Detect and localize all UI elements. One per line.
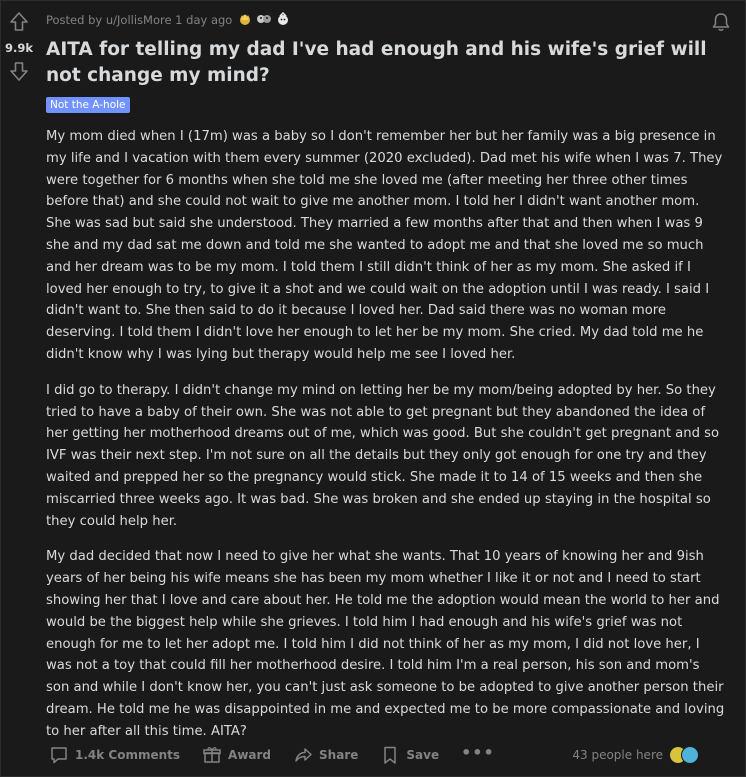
vote-count: 9.9k: [4, 41, 34, 55]
avatar: [681, 746, 699, 764]
downvote-arrow-icon[interactable]: [9, 60, 29, 82]
post-actions: [49, 741, 725, 769]
save-button[interactable]: [380, 745, 439, 765]
share-button[interactable]: [293, 745, 358, 765]
comments-button[interactable]: [49, 745, 180, 765]
body-paragraph: My dad decided that now I need to give her what she wants. That 10 years of knowing her and 9ish years of her being his wife means she has been my mom whether I like it or not and I need to start showing her that I love and care about her. He told me the adoption would mean the world to her and would be the biggest help while she grieves. I told him I had enough and his wife's grief was not enough for me to let her adopt me. I told him I did not think of her as my mom, I did not love her, I was not a toy that could fill her motherhood desire. I told him I'm a real person, his son and mom's son and while I don't know her, you can't just ask someone to be adopted to give another person their dream. He told me he was disappointed in me and expected me to be more compassionate and loving to her after all this time. AITA?: [46, 549, 725, 739]
body-paragraph: My mom died when I (17m) was a baby so I don't remember her but her family was a big presence in my life and I vacation with them every summer (2020 excluded). Dad met his wife when I was 7. They were together for 6 months when she told me she loved me (after meeting her three other times before that) and she could not wait to give me another mom. I told her I didn't want another mom. She was sad but said she understood. They married a few months after that and then when I was 9 she and my dad sat me down and told me she wanted to adopt me and that she loved me so much and her dream was to be my mom. I told them I still didn't think of her as my mom. She asked if I loved her enough to try, to give it a shot and we could wait on the adoption until I was ready. I said I didn't want to. She then said to do it because I loved her. Dad said there was no woman more deserving. I told them I didn't love her enough to let her be my mom. She cried. My dad told me he didn't know why I was lying but therapy would help me see I loved her.: [46, 129, 723, 362]
comments-label: 1.4k Comments: [75, 748, 181, 762]
awards[interactable]: [238, 12, 290, 29]
share-label: Share: [319, 748, 359, 762]
post-content: [46, 1, 725, 757]
comment-icon: [49, 745, 69, 765]
avatar-stack: [669, 746, 699, 764]
post-meta: [46, 1, 725, 39]
more-options-button[interactable]: [461, 743, 495, 762]
people-here[interactable]: [572, 746, 699, 764]
gold-award-icon: [238, 12, 252, 29]
people-here-label: 43 people here: [572, 748, 663, 762]
award-button[interactable]: [202, 745, 271, 765]
save-label: Save: [406, 748, 440, 762]
posted-by[interactable]: Posted by u/JollisMore 1 day ago: [46, 13, 233, 27]
body-paragraph: I did go to therapy. I didn't change my mind on letting her be my mom/being adopted by her. So they tried to have a baby of their own. She was not able to get pregnant but they abandoned the idea of her getting her motherhood dreams out of me, which was good. But she couldn't get pregnant and so IVF was their next step. I'm not sure on all the details but they only got enough for one try and they waited and prepped her so the pregnancy would stick. She made it to 14 of 15 weeks and then she miscarried three weeks ago. It was bad. She was broken and she ended up staying in the hospital so they could help her.: [46, 382, 720, 529]
bookmark-icon: [380, 745, 400, 765]
post-title[interactable]: AITA for telling my dad I've had enough and his wife's grief will not change my mind?: [46, 39, 707, 86]
gift-icon: [202, 745, 222, 765]
upvote-arrow-icon[interactable]: [9, 11, 29, 33]
vote-column: [1, 1, 37, 82]
share-icon: [293, 745, 313, 765]
post-body: [46, 126, 725, 743]
helpful-award-icon: [276, 12, 290, 29]
award-label: Award: [228, 748, 272, 762]
notification-bell-icon[interactable]: [711, 11, 731, 37]
more-dots-icon: •••: [461, 742, 495, 762]
post-flair[interactable]: Not the A-hole: [46, 97, 130, 113]
wholesome-award-icon: [256, 12, 272, 29]
